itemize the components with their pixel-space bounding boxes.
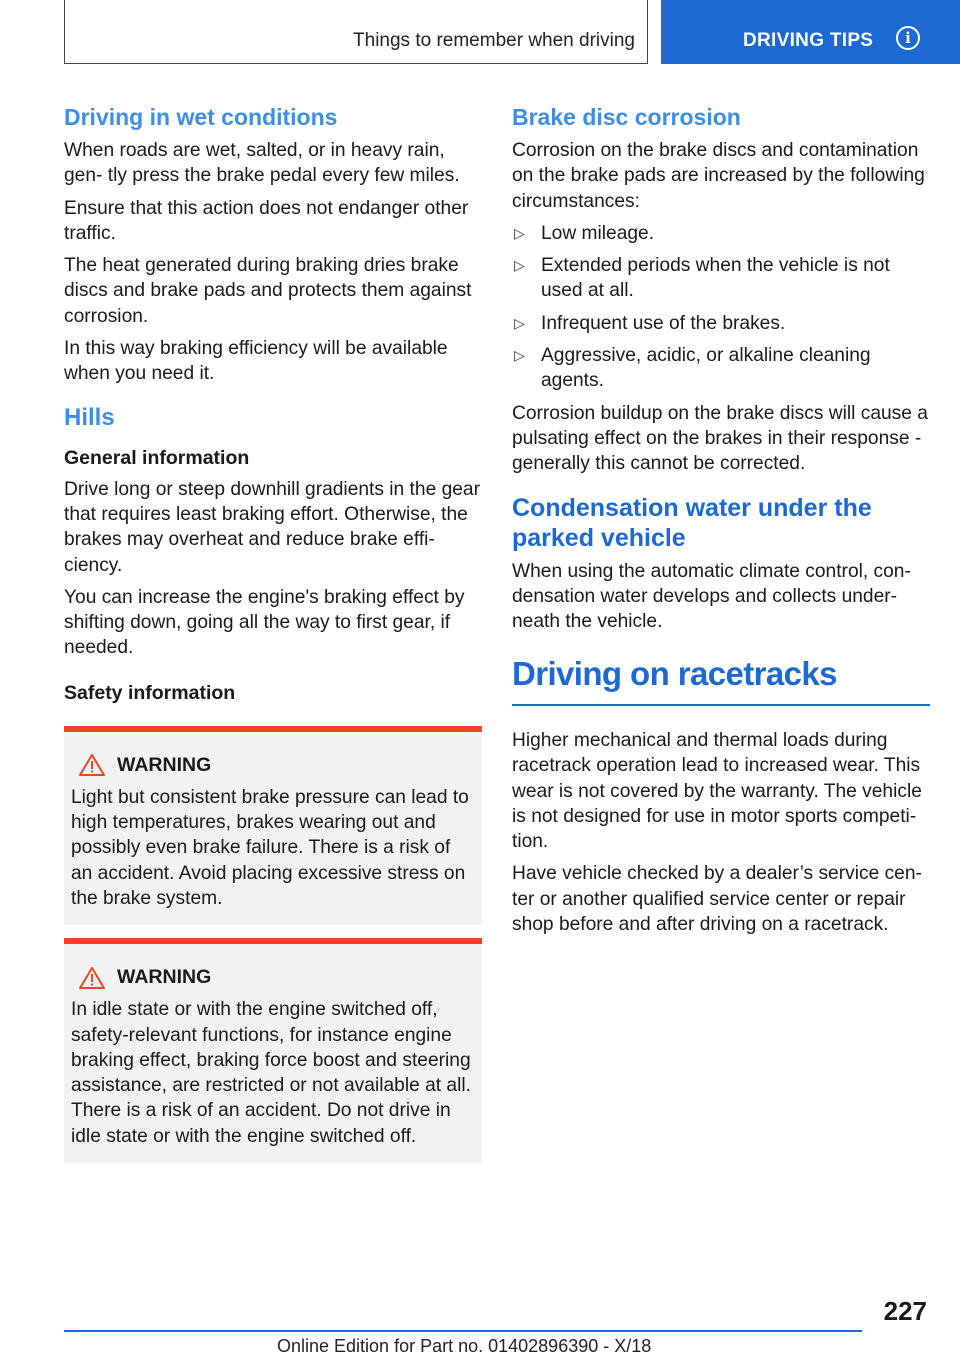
right-column [512, 103, 930, 944]
circumstances-list [512, 221, 930, 394]
paragraph: The heat generated during braking dries brake discs and brake pads and protects them against corrosion. [64, 255, 472, 327]
racetracks-heading: Driving on racetracks [512, 655, 837, 693]
footer-edition: Online Edition for Part no. 01402896390 - X/18 [277, 1336, 652, 1356]
paragraph: Corrosion buildup on the brake discs will cause a pulsating effect on the brakes in their response ‐ generally this cannot be corrected. [512, 402, 928, 475]
list-item: ▷ Extended periods when the vehicle is not used at all. [514, 255, 890, 302]
left-column [64, 103, 482, 1163]
condensation-heading: Condensation water under the parked vehicle [512, 493, 872, 552]
warning-label: WARNING [117, 966, 212, 989]
page-number: 227 [883, 1296, 927, 1326]
paragraph: Ensure that this action does not endanger other traffic. [64, 197, 469, 244]
paragraph: When roads are wet, salted, or in heavy rain, gen‐ tly press the brake pedal every few miles. [64, 140, 460, 187]
bullet-triangle-icon: ▷ [514, 257, 525, 274]
hills-heading: Hills [64, 403, 115, 431]
bullet-triangle-icon: ▷ [514, 347, 525, 364]
brake-disc-corrosion-heading: Brake disc corrosion [512, 104, 741, 130]
paragraph: Drive long or steep downhill gradients in the gear that requires least braking effort. Otherwise, the brakes may overheat and reduce brake effi‐ ciency. [64, 478, 480, 576]
warning-triangle-icon [79, 967, 105, 989]
bullet-triangle-icon: ▷ [514, 314, 525, 331]
paragraph: You can increase the engine's braking effect by shifting down, going all the way to first gear, if needed. [64, 586, 465, 659]
section-title: Things to remember when driving [353, 30, 635, 51]
paragraph: Higher mechanical and thermal loads during racetrack operation lead to increased wear. This wear is not covered by the warranty. The vehicle is not designed for use in motor sports competi‐ tion. [512, 729, 922, 853]
heading-rule [512, 704, 930, 706]
header-section-box [64, 0, 648, 64]
chapter-tab-label: DRIVING TIPS [743, 30, 874, 51]
warning-label: WARNING [117, 753, 212, 776]
info-icon[interactable]: i [896, 26, 920, 50]
footer-rule [64, 1330, 862, 1332]
wet-conditions-heading: Driving in wet conditions [64, 104, 338, 130]
paragraph: Corrosion on the brake discs and contamination on the brake pads are increased by the following circumstances: [512, 140, 925, 212]
safety-information-heading: Safety information [64, 681, 236, 704]
paragraph: In this way braking efficiency will be available when you need it. [64, 338, 448, 385]
warning-triangle-icon [79, 754, 105, 776]
paragraph: When using the automatic climate control, con‐ densation water develops and collects under‐ neath the vehicle. [512, 560, 911, 633]
warning-box [64, 726, 482, 925]
list-item: ▷ Low mileage. [512, 221, 930, 246]
bullet-triangle-icon: ▷ [514, 224, 525, 241]
list-item: ▷ Infrequent use of the brakes. [512, 311, 930, 336]
list-item: ▷ Aggressive, acidic, or alkaline cleaning agents. [514, 345, 871, 392]
warning-text: In idle state or with the engine switched off, safety-relevant functions, for instance engine braking effect, braking force boost and steering assistance, are restricted or not available at all. There is a risk of an accident. Do not drive in idle state or with the engine switched off. [71, 999, 471, 1147]
paragraph: Have vehicle checked by a dealer’s service cen‐ ter or another qualified service center or repair shop before and after driving on a racetrack. [512, 863, 922, 936]
chapter-tab[interactable] [661, 0, 960, 64]
general-information-heading: General information [64, 446, 250, 469]
warning-text: Light but consistent brake pressure can lead to high temperatures, brakes wearing out and possibly even brake failure. There is a risk of an accident. Avoid placing excessive stress on the brake system. [71, 786, 469, 909]
warning-box [64, 938, 482, 1163]
